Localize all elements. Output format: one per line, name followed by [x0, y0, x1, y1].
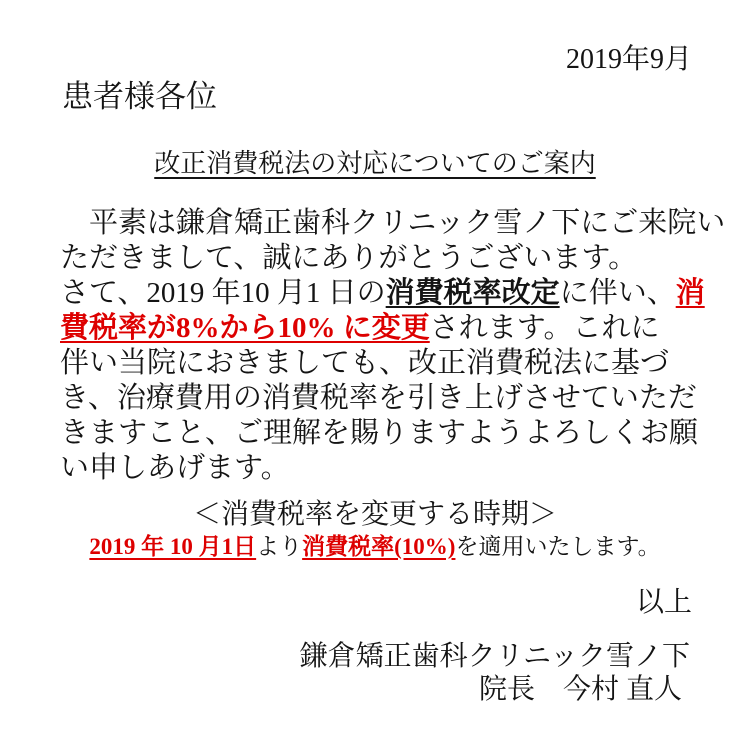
- body-line-6: き、治療費用の消費税率を引き上げさせていただ: [60, 382, 697, 414]
- closing-ijou: 以上: [635, 587, 692, 618]
- timing-date-red: 2019 年 10 月1日: [89, 534, 257, 559]
- signature-block: [0, 640, 690, 706]
- timing-detail-line: [0, 533, 750, 561]
- timing-rate-red: 消費税率(10%): [302, 534, 456, 559]
- body-line-4: [60, 311, 714, 346]
- body-line-3: [60, 276, 714, 311]
- body-line-3-plain: さて、2019 年10 月1 日の: [60, 277, 386, 309]
- body-line-4-plain: されます。これに: [429, 312, 660, 344]
- recipient-line: 患者様各位: [62, 79, 217, 114]
- document-date: 2019年9月: [565, 44, 692, 75]
- tax-rate-change-red-start: 消: [675, 277, 705, 309]
- body-paragraph: [60, 206, 726, 486]
- body-line-8: い申しあげます。: [60, 452, 290, 484]
- body-line-5: 伴い当院におきましても、改正消費税法に基づ: [60, 347, 670, 379]
- tax-rate-change-red: 費税率が8%から10% に変更: [60, 312, 430, 344]
- body-line-1: 平素は鎌倉矯正歯科クリニック雪ノ下にご来院い: [60, 207, 726, 239]
- document-title: [0, 149, 750, 179]
- body-line-2: ただきまして、誠にありがとうございます。: [60, 242, 638, 274]
- body-line-3-plain-2: に伴い、: [559, 277, 676, 309]
- body-line-7: きますこと、ご理解を賜りますようよろしくお願: [60, 417, 699, 449]
- timing-plain-1: より: [256, 534, 303, 559]
- timing-plain-2: を適用いたします。: [455, 534, 661, 559]
- tax-revision-emphasis: 消費税率改定: [385, 277, 560, 309]
- signature-clinic-name: 鎌倉矯正歯科クリニック雪ノ下: [299, 641, 690, 672]
- timing-section-heading: ＜消費税率を変更する時期＞: [192, 499, 557, 530]
- signature-director-name: 院長 今村 直人: [478, 674, 682, 705]
- document-title-text: 改正消費税法の対応についてのご案内: [154, 149, 596, 178]
